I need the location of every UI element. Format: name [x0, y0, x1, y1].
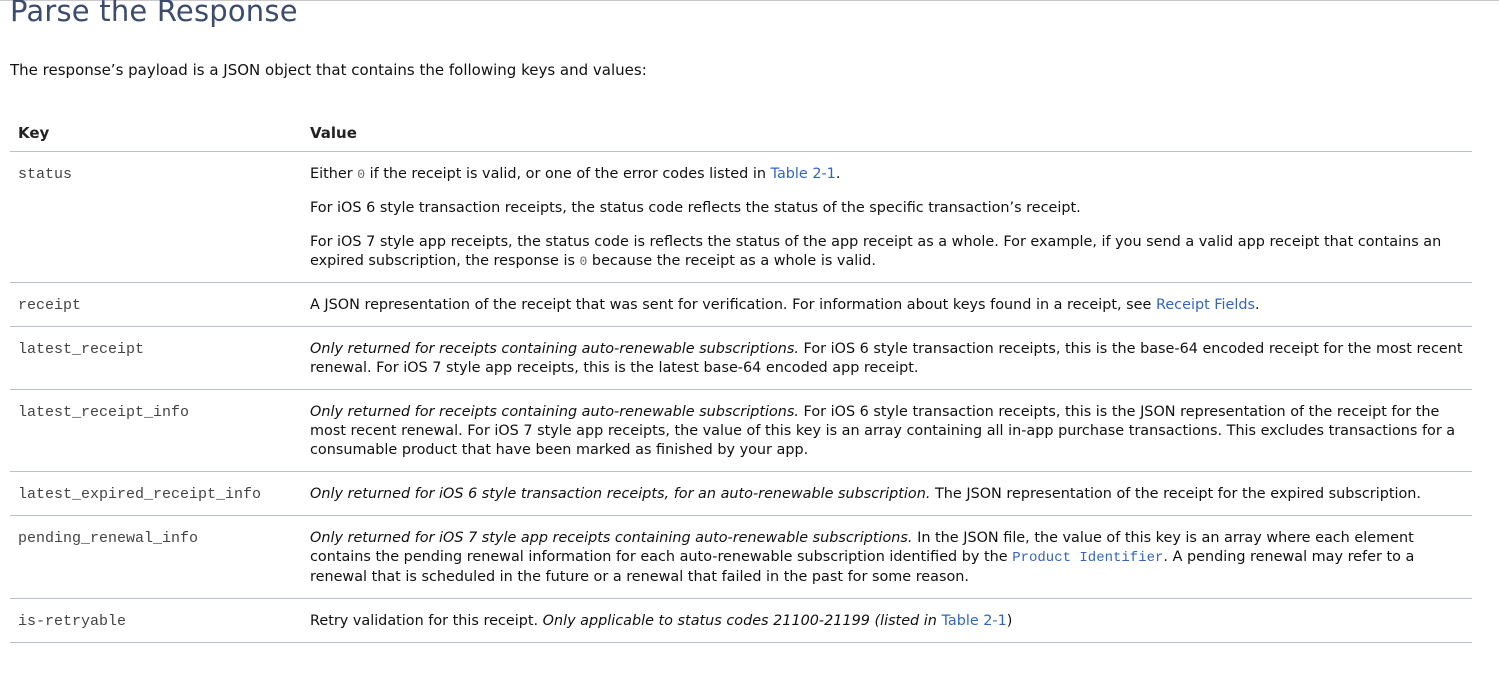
text: In the JSON file, the value of this key is an array where each element contains the pending renewal information for each auto-renewable subscription identified by the	[310, 530, 1414, 565]
text: Either	[310, 166, 358, 182]
response-keys-table	[10, 119, 1472, 643]
text: .	[1255, 297, 1260, 313]
row-value	[302, 599, 1472, 643]
row-value	[302, 472, 1472, 516]
table-row	[10, 472, 1472, 516]
text: )	[1006, 613, 1013, 629]
inline-code: 0	[357, 167, 366, 182]
product-identifier-link[interactable]: Product Identifier	[1012, 550, 1164, 566]
table-row	[10, 152, 1472, 283]
page-title: Parse the Response	[10, 0, 298, 28]
text: if the receipt is valid, or one of the error codes listed in	[365, 166, 771, 182]
row-key: latest_receipt_info	[10, 390, 302, 472]
table-header-row	[10, 119, 1472, 152]
row-value	[302, 327, 1472, 390]
row-key: latest_receipt	[10, 327, 302, 390]
text: The JSON representation of the receipt for the expired subscription.	[930, 486, 1422, 502]
table-2-1-link[interactable]: Table 2-1	[941, 613, 1007, 629]
column-header-value: Value	[302, 119, 1472, 152]
text: . A pending renewal may refer to a renewal that is scheduled in the future or a renewal that failed in the past for some reason.	[310, 549, 1415, 585]
intro-text: The response’s payload is a JSON object that contains the following keys and values:	[10, 61, 647, 79]
table-row	[10, 283, 1472, 327]
row-value	[302, 283, 1472, 327]
italic-note: Only returned for iOS 6 style transaction receipts, for an auto-renewable subscription.	[310, 486, 931, 502]
italic-note: Only applicable to status codes 21100-21199 (listed in	[542, 613, 942, 629]
text: For iOS 7 style app receipts, the status code is reflects the status of the app receipt as a whole. For example, if you send a valid app receipt that contains an expired subscription, the response is	[310, 234, 1442, 269]
text: For iOS 6 style transaction receipts, this is the base-64 encoded receipt for the most recent renewal. For iOS 7 style app receipts, this is the latest base-64 encoded app receipt.	[310, 341, 1463, 376]
receipt-fields-link[interactable]: Receipt Fields	[1155, 297, 1256, 313]
row-key: is-retryable	[10, 599, 302, 643]
table-row	[10, 390, 1472, 472]
text: .	[835, 166, 841, 182]
table-row	[10, 516, 1472, 599]
text: A JSON representation of the receipt that was sent for verification. For information about keys found in a receipt, see	[310, 297, 1156, 313]
row-key: latest_expired_receipt_info	[10, 472, 302, 516]
italic-note: Only returned for receipts containing auto-renewable subscriptions.	[310, 404, 799, 420]
row-key: pending_renewal_info	[10, 516, 302, 599]
inline-code: 0	[579, 254, 588, 269]
row-key: receipt	[10, 283, 302, 327]
paragraph: For iOS 6 style transaction receipts, the status code reflects the status of the specific transaction’s receipt.	[310, 200, 1081, 216]
row-value	[302, 390, 1472, 472]
row-value	[302, 152, 1472, 283]
paragraph	[310, 165, 1464, 184]
italic-note: Only returned for iOS 7 style app receipts containing auto-renewable subscriptions.	[310, 530, 913, 546]
italic-note: Only returned for receipts containing auto-renewable subscriptions.	[310, 341, 799, 357]
text: because the receipt as a whole is valid.	[587, 253, 876, 269]
row-value	[302, 516, 1472, 599]
text: For iOS 6 style transaction receipts, this is the JSON representation of the receipt for the most recent renewal. For iOS 7 style app receipts, the value of this key is an array containing all in-app purchase transactions. This excludes transactions for a consumable product that have been marked as finished by your app.	[310, 404, 1456, 458]
column-header-key: Key	[10, 119, 302, 152]
table-row	[10, 599, 1472, 643]
table-2-1-link[interactable]: Table 2-1	[770, 166, 836, 182]
paragraph	[310, 233, 1464, 271]
row-key: status	[10, 152, 302, 283]
text: Retry validation for this receipt.	[310, 613, 543, 629]
table-row	[10, 327, 1472, 390]
